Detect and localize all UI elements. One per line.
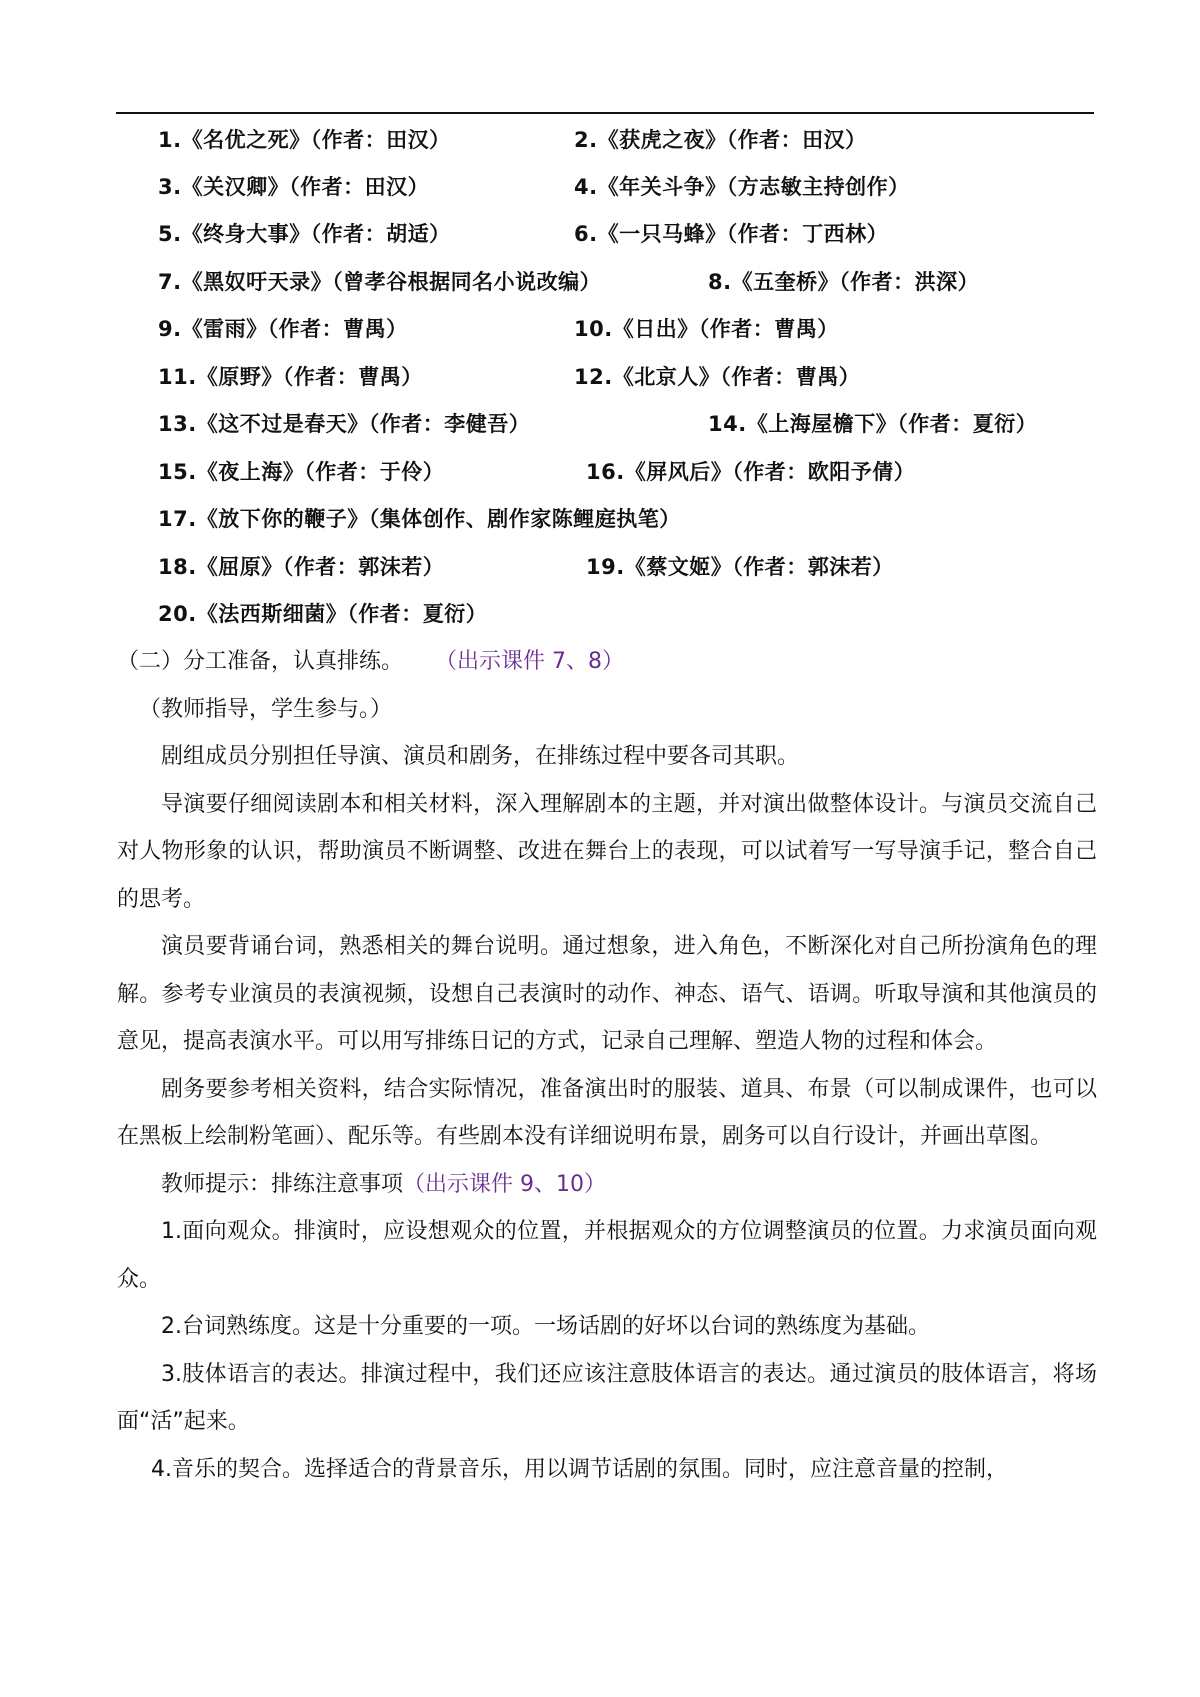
play-item-5: 5.《终身大事》（作者：胡适） <box>158 222 451 246</box>
tip-item-1: 1.面向观众。排演时，应设想观众的位置，并根据观众的方位调整演员的位置。力求演员面向观众。 <box>117 1219 1097 1292</box>
paragraph-actor: 演员要背诵台词，熟悉相关的舞台说明。通过想象，进入角色，不断深化对自己所扮演角色的理解。参考专业演员的表演视频，设想自己表演时的动作、神态、语气、语调。听取导演和其他演员的意见，提高表演水平。可以用写排练日记的方式，记录自己理解、塑造人物的过程和体会。 <box>117 934 1097 1054</box>
header-rule <box>116 112 1094 114</box>
play-item-19: 19.《蔡文姬》（作者：郭沫若） <box>586 555 894 579</box>
paragraph-crew: 剧组成员分别担任导演、演员和剧务，在排练过程中要各司其职。 <box>161 744 800 769</box>
play-item-20: 20.《法西斯细菌》（作者：夏衍） <box>158 602 488 626</box>
courseware-ref: （出示课件 9、10） <box>403 1171 607 1197</box>
play-item-4: 4.《年关斗争》（方志敏主持创作） <box>574 175 910 199</box>
play-item-12: 12.《北京人》（作者：曹禺） <box>574 365 861 389</box>
tip-item-4: 4.音乐的契合。选择适合的背景音乐，用以调节话剧的氛围。同时，应注意音量的控制， <box>151 1456 1008 1482</box>
play-item-14: 14.《上海屋檐下》（作者：夏衍） <box>708 412 1038 436</box>
play-item-1: 1.《名优之死》（作者：田汉） <box>158 128 451 152</box>
play-item-9: 9.《雷雨》（作者：曹禺） <box>158 317 408 341</box>
tip-item-2: 2.台词熟练度。这是十分重要的一项。一场话剧的好坏以台词的熟练度为基础。 <box>161 1314 930 1339</box>
teacher-tip: 教师提示：排练注意事项（出示课件 9、10） <box>161 1171 607 1197</box>
play-item-17: 17.《放下你的鞭子》（集体创作、剧作家陈鲤庭执笔） <box>158 507 681 531</box>
play-item-16: 16.《屏风后》（作者：欧阳予倩） <box>586 460 916 484</box>
play-item-8: 8.《五奎桥》（作者：洪深） <box>708 270 980 294</box>
paragraph-stagehand: 剧务要参考相关资料，结合实际情况，准备演出时的服装、道具、布景（可以制成课件，也可以在黑板上绘制粉笔画）、配乐等。有些剧本没有详细说明布景，剧务可以自行设计，并画出草图。 <box>117 1076 1097 1149</box>
play-item-6: 6.《一只马蜂》（作者：丁西林） <box>574 222 889 246</box>
section-heading: （二）分工准备，认真排练。 （出示课件 7、8） <box>117 649 625 674</box>
play-item-7: 7.《黑奴吁天录》（曾孝谷根据同名小说改编） <box>158 270 602 294</box>
section-body <box>117 638 1097 1493</box>
play-item-2: 2.《获虎之夜》（作者：田汉） <box>574 128 867 152</box>
courseware-ref: （出示课件 7、8） <box>435 649 625 674</box>
play-item-18: 18.《屈原》（作者：郭沫若） <box>158 555 445 579</box>
play-item-15: 15.《夜上海》（作者：于伶） <box>158 460 445 484</box>
play-item-10: 10.《日出》（作者：曹禺） <box>574 317 839 341</box>
tip-item-3: 3.肢体语言的表达。排演过程中，我们还应该注意肢体语言的表达。通过演员的肢体语言，将场面“活”起来。 <box>117 1361 1097 1434</box>
paragraph-director: 导演要仔细阅读剧本和相关材料，深入理解剧本的主题，并对演出做整体设计。与演员交流自己对人物形象的认识，帮助演员不断调整、改进在舞台上的表现，可以试着写一写导演手记，整合自己的思考。 <box>117 791 1097 912</box>
play-item-3: 3.《关汉卿》（作者：田汉） <box>158 175 430 199</box>
play-item-11: 11.《原野》（作者：曹禺） <box>158 365 423 389</box>
play-item-13: 13.《这不过是春天》（作者：李健吾） <box>158 412 531 436</box>
section-note: （教师指导，学生参与。） <box>139 696 393 722</box>
